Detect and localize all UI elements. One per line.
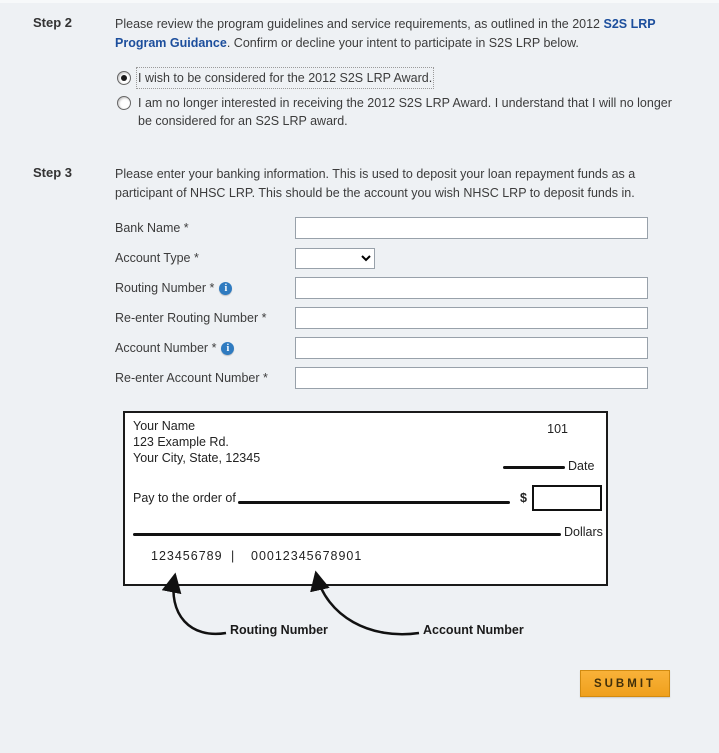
account-type-select[interactable] (295, 248, 375, 269)
check-address-block (133, 418, 260, 466)
reenter-account-input[interactable] (295, 367, 648, 389)
check-amount-box (532, 485, 602, 511)
participation-radio-group (115, 69, 691, 130)
reenter-account-label: Re-enter Account Number * (115, 371, 268, 385)
account-number-input[interactable] (295, 337, 648, 359)
reenter-routing-label: Re-enter Routing Number * (115, 311, 267, 325)
submit-row (115, 670, 691, 697)
check-pay-to-label: Pay to the order of (133, 491, 236, 505)
step2-intro-pre: Please review the program guidelines and service requirements, as outlined in the 2012 (115, 17, 604, 31)
banking-form (115, 217, 691, 389)
check-dollars-label: Dollars (564, 525, 603, 539)
check-date-line (503, 466, 565, 469)
routing-number-label: Routing Number * i (115, 281, 295, 295)
step2-section (33, 15, 691, 137)
submit-button[interactable]: SUBMIT (580, 670, 670, 697)
routing-info-icon[interactable]: i (219, 282, 232, 295)
step3-section (33, 165, 691, 697)
account-number-caption: Account Number (423, 623, 524, 637)
step2-label: Step 2 (33, 15, 73, 30)
account-type-row (115, 247, 691, 269)
check-number: 101 (547, 422, 568, 436)
bank-name-label: Bank Name * (115, 221, 189, 235)
check-routing-number: 123456789 (151, 549, 223, 563)
program-guidance-link[interactable]: S2S LRP Program Guidance (115, 17, 656, 50)
check-payee-line (238, 501, 510, 504)
account-info-icon[interactable]: i (221, 342, 234, 355)
sample-check-figure (123, 411, 643, 656)
account-type-label: Account Type * (115, 251, 199, 265)
check-name: Your Name (133, 419, 196, 433)
routing-number-caption: Routing Number (230, 623, 328, 637)
account-number-label: Account Number * i (115, 341, 295, 355)
bank-name-input[interactable] (295, 217, 648, 239)
check-micr-separator: | (231, 549, 236, 563)
check-dollars-line (133, 533, 561, 536)
sample-check (123, 411, 608, 586)
radio-decline-button[interactable] (117, 96, 131, 110)
reenter-routing-row (115, 307, 691, 329)
check-date-label: Date (568, 459, 595, 473)
step2-intro (115, 15, 691, 53)
check-dollar-sign: $ (520, 491, 527, 505)
account-number-row (115, 337, 691, 359)
reenter-routing-input[interactable] (295, 307, 648, 329)
radio-accept-button[interactable] (117, 71, 131, 85)
routing-number-input[interactable] (295, 277, 648, 299)
reenter-account-row (115, 367, 691, 389)
step3-label: Step 3 (33, 165, 73, 180)
radio-accept-label: I wish to be considered for the 2012 S2S LRP Award. (138, 71, 433, 85)
step3-intro: Please enter your banking information. This is used to deposit your loan repayment funds as a participant of NHSC LRP. This should be the account you wish NHSC LRP to deposit funds in. (115, 167, 636, 200)
check-address-line1: 123 Example Rd. (133, 435, 229, 449)
check-address-line2: Your City, State, 12345 (133, 451, 261, 465)
check-account-number: 00012345678901 (251, 549, 363, 563)
bank-name-row (115, 217, 691, 239)
radio-option-decline[interactable] (115, 94, 691, 130)
radio-option-accept[interactable] (115, 69, 691, 87)
radio-decline-label: I am no longer interested in receiving the 2012 S2S LRP Award. I understand that I will no longer be considered for an S2S LRP award. (138, 96, 672, 128)
routing-number-row (115, 277, 691, 299)
step2-intro-post: . Confirm or decline your intent to participate in S2S LRP below. (226, 36, 579, 50)
form-page (0, 3, 719, 697)
